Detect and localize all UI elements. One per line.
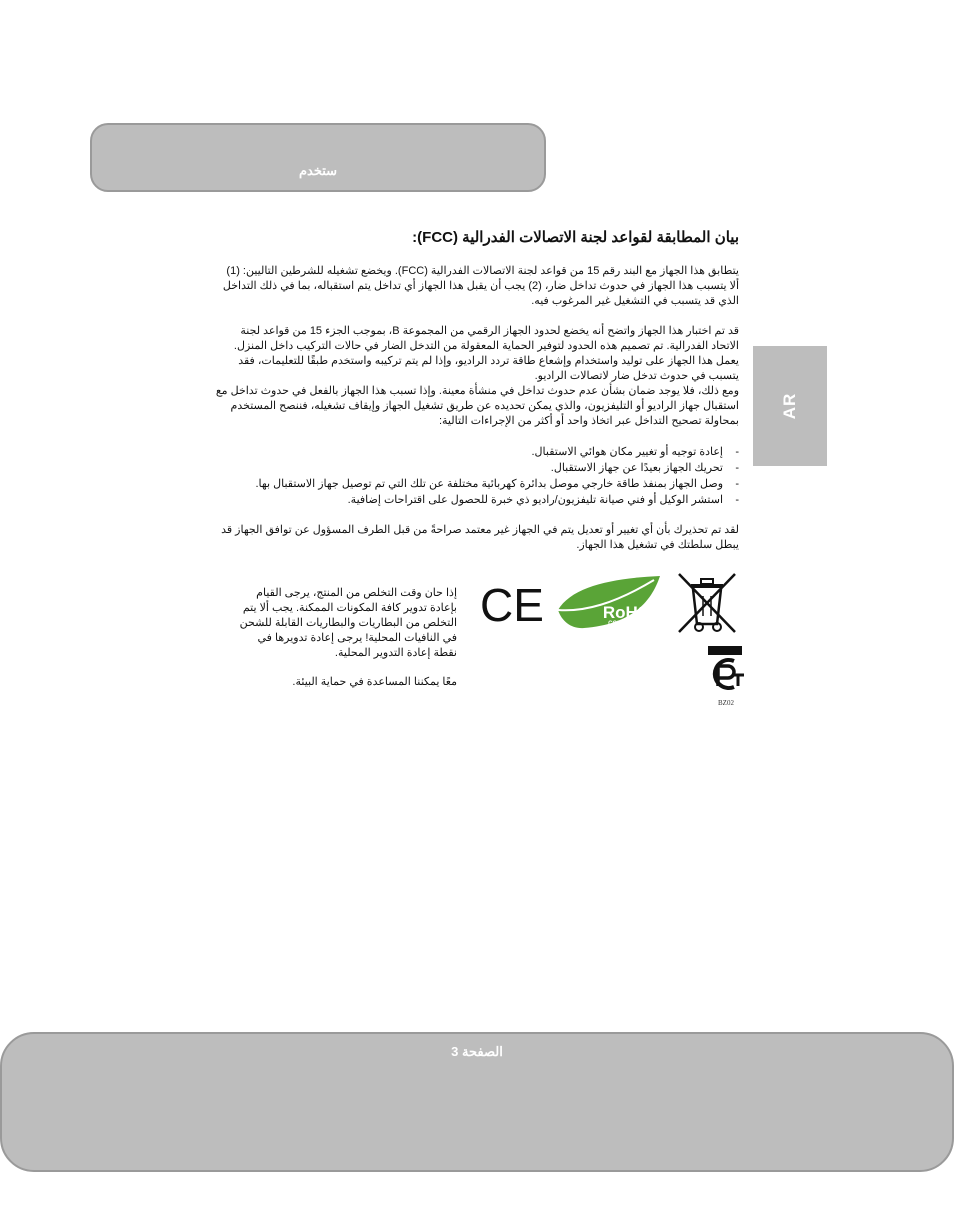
list-item: - استشر الوكيل أو فني صيانة تليفزيون/راديو ذي خبرة للحصول على اقتراحات إضافية. (347, 494, 739, 506)
fcc-paragraph-3: ومع ذلك، فلا يوجد ضمان بشأن عدم حدوث تداخل في منشأة معينة. وإذا تسبب هذا الجهاز بالفعل في حدوث تداخل مع استقبال جهاز الراديو أو التليفزيون، والذي يمكن تحديده عن طريق تشغيل الجهاز وإيقاف تشغيله، فننصح المستخدم بمحاولة تصحيح التداخل عبر اتخاذ واحد أو أكثر من الإجراءات التالية: (215, 385, 739, 427)
recycling-notice (235, 586, 457, 704)
list-item: - إعادة توجيه أو تغيير مكان هوائي الاستقبال. (531, 446, 739, 458)
rohs-logo-icon (554, 574, 664, 632)
page-number-value: 3 (451, 1044, 459, 1059)
fcc-title: بيان المطابقة لقواعد لجنة الاتصالات الفدرالية (FCC): (412, 229, 739, 246)
recycling-text: إذا حان وقت التخلص من المنتج، يرجى القيام بإعادة تدوير كافة المكونات الممكنة. يجب ألا يتم التخلص من البطاريات والبطاريات القابلة للشحن في النافيات المحلية! يرجى إعادة تدويرها في نقطة إعادة التدوير المحلية. (239, 587, 457, 659)
list-item: - تحريك الجهاز بعيدًا عن جهاز الاستقبال. (550, 462, 739, 474)
fcc-steps-list (215, 444, 739, 508)
fcc-section (215, 228, 739, 568)
certification-logos (470, 568, 745, 713)
fcc-paragraph-1: يتطابق هذا الجهاز مع البند رقم 15 من قواعد لجنة الاتصالات الفدرالية (FCC). ويخضع تشغيله للشرطين التاليين: (1) ألا يتسبب هذا الجهاز في حدوث تداخل ضار، (2) يجب أن يقبل هذا الجهاز أي تداخل يتم استقباله، بما في ذلك التداخل الذي قد يتسبب في التشغيل غير المرغوب فيه. (222, 265, 739, 307)
weee-bin-icon (675, 570, 739, 636)
header-banner (90, 123, 546, 192)
page-label: الصفحة (462, 1044, 503, 1059)
fcc-warning: لقد تم تحذيرك بأن أي تغيير أو تعديل يتم في الجهاز غير معتمد صراحةً من قبل الطرف المسؤول عن توافق الجهاز قد يبطل سلطتك في تشغيل هذا الجهاز. (221, 524, 739, 551)
rohs-subtext: COMPLIANT (608, 621, 644, 627)
fcc-paragraph-2: قد تم اختبار هذا الجهاز واتضح أنه يخضع لحدود الجهاز الرقمي من المجموعة B، بموجب الجزء 15 من قواعد لجنة الاتحاد الفدرالية. تم تصميم هذه الحدود لتوفير الحماية المعقولة من التدخل الضار في حالات التركيب داخل المنزل. يعمل هذا الجهاز على توليد واستخدام وإشعاع طاقة تردد الراديو، وإذا لم يتم تركيبه واستخدم طبقًا للتعليمات، فقد يتسبب في حدوث تدخل ضار لاتصالات الراديو. (233, 325, 739, 382)
list-dash: - (735, 494, 739, 506)
pct-code-text: BZ02 (718, 699, 734, 707)
list-dash: - (735, 478, 739, 490)
ce-mark-icon (480, 582, 550, 626)
ce-mark-text: CE (480, 582, 544, 626)
environment-slogan: معًا يمكننا المساعدة في حماية البيئة. (292, 676, 457, 688)
list-item: - وصل الجهاز بمنفذ طاقة خارجي موصل بدائرة كهربائية مختلفة عن تلك التي تم توصيل جهاز الاستقبال بها. (255, 478, 739, 490)
rohs-text: RoHS (602, 603, 650, 622)
page-number (2, 1044, 952, 1060)
list-dash: - (735, 462, 739, 474)
language-tab-label: AR (780, 392, 799, 420)
header-title: ستخدم (298, 163, 338, 178)
language-tab (753, 346, 827, 466)
pct-mark-icon (706, 646, 746, 708)
footer-bar (0, 1032, 954, 1172)
list-dash: - (735, 446, 739, 458)
